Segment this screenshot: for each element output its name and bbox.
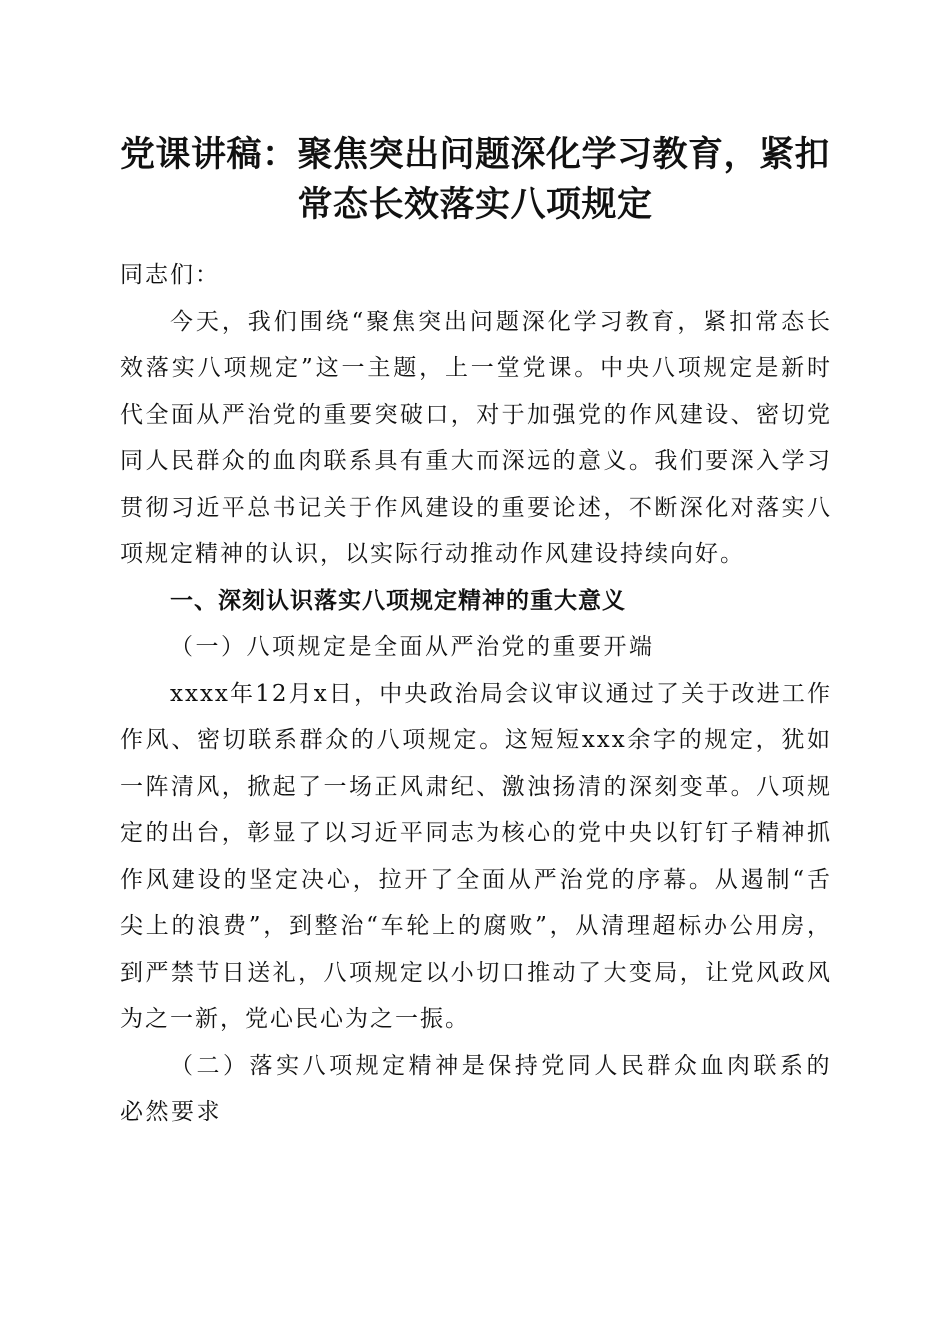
subsection-heading-1: （一）八项规定是全面从严治党的重要开端 [170,634,655,660]
document-title: 党课讲稿：聚焦突出问题深化学习教育，紧扣常态长效落实八项规定 [119,135,830,225]
section-heading-1: 一、深刻认识落实八项规定精神的重大意义 [170,587,626,614]
subsection-heading-2: （二）落实八项规定精神是保持党同人民群众血肉联系的必然要求 [120,1052,832,1125]
subsection-1-paragraph: xxxx年12月x日，中央政治局会议审议通过了关于改进工作作风、密切联系群众的八项规定。这短短xxx余字的规定，犹如一阵清风，掀起了一场正风肃纪、激浊扬清的深刻变革。八项规定的出台，彰显了以习近平同志为核心的党中央以钉钉子精神抓作风建设的坚定决心，拉开了全面从严治党的序幕。从遏制“舌尖上的浪费”，到整治“车轮上的腐败”，从清理超标办公用房，到严禁节日送礼，八项规定以小切口推动了大变局，让党风政风为之一新，党心民心为之一振。 [120,680,832,1032]
document-body [120,252,832,1136]
intro-paragraph: 今天，我们围绕“聚焦突出问题深化学习教育，紧扣常态长效落实八项规定”这一主题，上一堂党课。中央八项规定是新时代全面从严治党的重要突破口，对于加强党的作风建设、密切党同人民群众的血肉联系具有重大而深远的意义。我们要深入学习贯彻习近平总书记关于作风建设的重要论述，不断深化对落实八项规定精神的认识，以实际行动推动作风建设持续向好。 [120,308,832,567]
salutation: 同志们： [120,262,220,288]
